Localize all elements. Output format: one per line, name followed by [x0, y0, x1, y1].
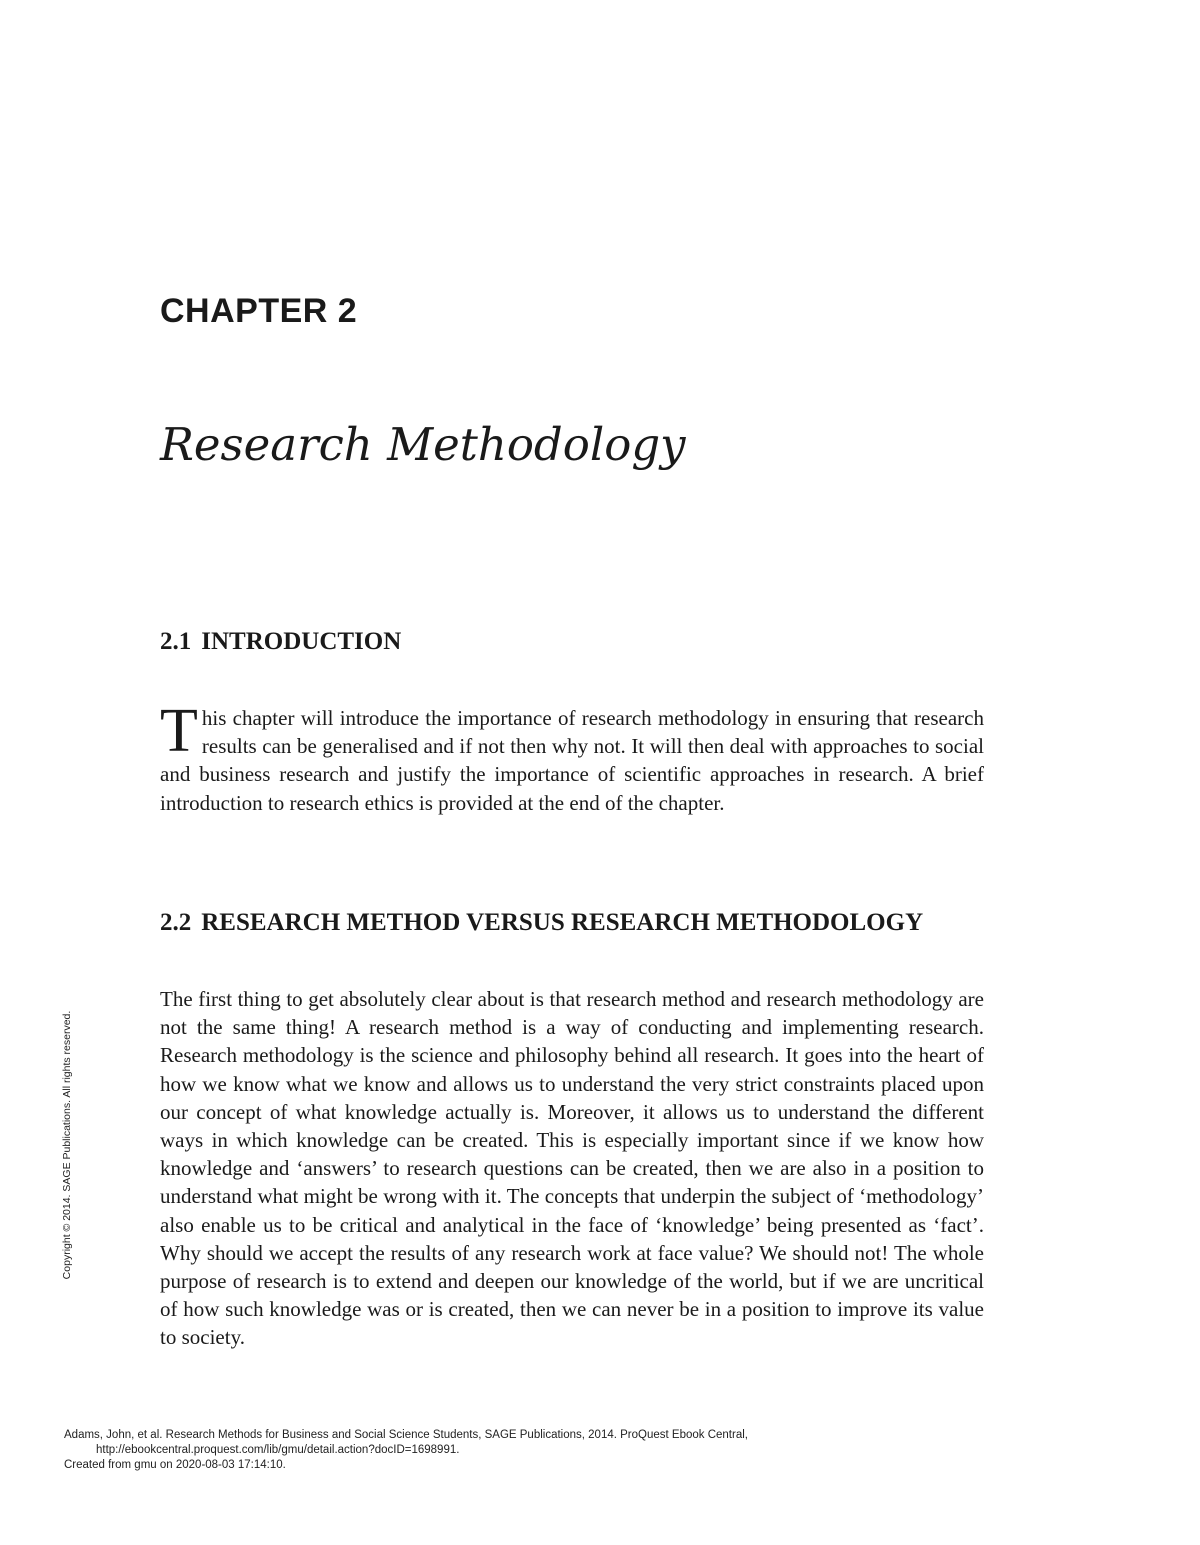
section-title: INTRODUCTION: [201, 628, 402, 655]
footer-url[interactable]: http://ebookcentral.proquest.com/lib/gmu/detail.action?docID=1698991.: [96, 1444, 460, 1456]
citation-footer: [64, 1428, 748, 1473]
method-vs-methodology-paragraph: The first thing to get absolutely clear about is that research method and research methodology are not the same thing! A research method is a way of conducting and implementing research. Research methodology is the science and philosophy behind all research. It goes into the heart of how we know what we know and allows us to understand the very strict constraints placed upon our concept of what knowledge actually is. Moreover, it allows us to understand the different ways in which knowledge can be created. This is especially important since if we know how knowledge and ‘answers’ to research questions can be created, then we are also in a position to understand what might be wrong with it. The concepts that underpin the subject of ‘methodology’ also enable us to be critical and analytical in the face of ‘knowledge’ being presented as ‘fact’. Why should we accept the results of any research work at face value? We should not! The whole purpose of research is to extend and deepen our knowledge of the world, but if we are uncritical of how such knowledge was or is created, then we can never be in a position to improve its value to society.: [160, 987, 984, 1350]
section-heading-method-vs-methodology: [160, 909, 923, 937]
footer-citation: Adams, John, et al. Research Methods for Business and Social Science Students, SAGE Publications, 2014. ProQuest Ebook Central,: [64, 1429, 748, 1441]
drop-cap: T: [160, 697, 198, 765]
footer-created: Created from gmu on 2020-08-03 17:14:10.: [64, 1459, 286, 1471]
chapter-label: CHAPTER 2: [160, 292, 358, 330]
section-number: 2.1: [160, 628, 192, 655]
section-heading-introduction: [160, 628, 401, 656]
section-title: RESEARCH METHOD VERSUS RESEARCH METHODOLOGY: [201, 909, 924, 936]
section-number: 2.2: [160, 909, 192, 936]
introduction-paragraph: [160, 697, 984, 817]
side-copyright-notice: Copyright © 2014. SAGE Publications. All rights reserved.: [61, 1010, 73, 1280]
introduction-body: his chapter will introduce the importance of research methodology in ensuring that research results can be generalised and if not then why not. It will then deal with approaches to social and business research and justify the importance of scientific approaches in research. A brief introduction to research ethics is provided at the end of the chapter.: [160, 706, 984, 815]
chapter-title: Research Methodology: [160, 418, 686, 471]
